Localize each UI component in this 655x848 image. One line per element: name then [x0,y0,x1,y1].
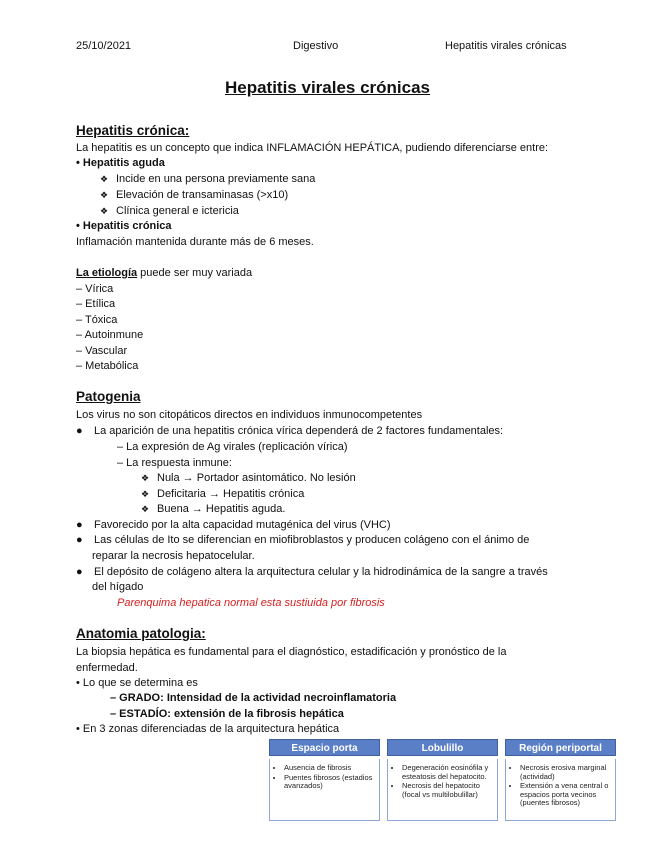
zone-column-lobulillo [387,739,498,823]
zone-item: • Necrosis erosiva marginal (actividad) [520,764,611,781]
bullet-icon: ● [76,566,83,578]
aguda-item: ❖ Incide en una persona previamente sana [100,173,316,185]
patogenia-sub: – La expresión de Ag virales (replicación vírica) [117,441,348,453]
grado-line: – GRADO: Intensidad de la actividad necroinflamatoria [110,692,397,704]
etiologia-item: – Tóxica [76,314,118,326]
aguda-item: ❖ Elevación de transaminasas (>x10) [100,189,289,201]
patogenia-sub: – La respuesta inmune: [117,457,232,469]
zone-column-porta [269,739,380,823]
etiologia-item: – Vascular [76,345,128,357]
etiologia-item: – Autoinmune [76,329,144,341]
diamond-bullet-icon: ❖ [141,473,150,483]
patogenia-bullet: ● El depósito de colágeno altera la arquitectura celular y la hidrodinámica de la sangre a través [76,566,548,578]
header-subject: Digestivo [293,40,339,52]
etiologia-item: – Metabólica [76,360,139,372]
section-heading-anatomia: Anatomia patologia: [76,626,206,641]
zonas-line: • En 3 zonas diferenciadas de la arquitectura hepática [76,723,340,735]
zone-item: • Extensión a vena central o espacios porta vecinos (puentes fibrosos) [520,782,611,808]
anatomia-det: • Lo que se determina es [76,677,198,689]
diamond-bullet-icon: ❖ [100,190,109,200]
zone-column-body [269,759,380,821]
cronica-intro: La hepatitis es un concepto que indica INFLAMACIÓN HEPÁTICA, pudiendo diferenciarse entre: [76,142,549,154]
page-title: Hepatitis virales crónicas [224,78,431,97]
zone-item: • Degeneración eosinófila y esteatosis del hepatocito. [402,764,493,781]
patogenia-bullet-cont: del hígado [92,581,144,593]
patogenia-bullet: ● La aparición de una hepatitis crónica vírica dependerá de 2 factores fundamentales: [76,425,504,437]
diamond-bullet-icon: ❖ [100,174,109,184]
respuesta-item: ❖ Buena → Hepatitis aguda. [141,503,286,515]
diamond-bullet-icon: ❖ [100,206,109,216]
zone-column-body [387,759,498,821]
estadio-line: – ESTADÍO: extensión de la fibrosis hepática [110,708,344,720]
zone-item: • Ausencia de fibrosis [284,764,375,773]
patogenia-intro: Los virus no son citopáticos directos en individuos inmunocompetentes [76,409,423,421]
section-heading-cronica: Hepatitis crónica: [76,123,190,138]
fibrosis-note: Parenquima hepatica normal esta sustiuida por fibrosis [117,597,385,609]
bullet-icon: ● [76,519,83,531]
zone-column-head: Región periportal [505,739,616,756]
aguda-label: • Hepatitis aguda [76,157,165,169]
zone-column-body [505,759,616,821]
zone-column-head: Espacio porta [269,739,380,756]
zone-column-periportal [505,739,616,823]
zones-table [269,739,616,823]
zone-item: • Necrosis del hepatocito (focal vs multilobulillar) [402,782,493,799]
etiologia-item: – Etílica [76,298,116,310]
header-date: 25/10/2021 [76,40,132,52]
zone-column-head: Lobulillo [387,739,498,756]
respuesta-item: ❖ Nula → Portador asintomático. No lesión [141,472,356,484]
zone-item: • Puentes fibrosos (estadios avanzados) [284,774,375,791]
bullet-icon: ● [76,534,83,546]
etiologia-item: – Vírica [76,283,114,295]
cronica-text: Inflamación mantenida durante más de 6 meses. [76,236,314,248]
anatomia-text: enfermedad. [76,662,138,674]
patogenia-bullet: ● Favorecido por la alta capacidad mutagénica del virus (VHC) [76,519,391,531]
bullet-icon: ● [76,425,83,437]
anatomia-text: La biopsia hepática es fundamental para el diagnóstico, estadificación y pronóstico de la [76,646,507,658]
etiologia-lead: La etiología puede ser muy variada [76,267,253,279]
diamond-bullet-icon: ❖ [141,489,150,499]
diamond-bullet-icon: ❖ [141,504,150,514]
aguda-item: ❖ Clínica general e ictericia [100,205,239,217]
patogenia-bullet-cont: reparar la necrosis hepatocelular. [92,550,255,562]
cronica-label: • Hepatitis crónica [76,220,172,232]
section-heading-patogenia: Patogenia [76,389,141,404]
patogenia-bullet: ● Las células de Ito se diferencian en miofibroblastos y producen colágeno con el ánimo de [76,534,530,546]
respuesta-item: ❖ Deficitaria → Hepatitis crónica [141,488,305,500]
header-topic: Hepatitis virales crónicas [445,40,567,52]
